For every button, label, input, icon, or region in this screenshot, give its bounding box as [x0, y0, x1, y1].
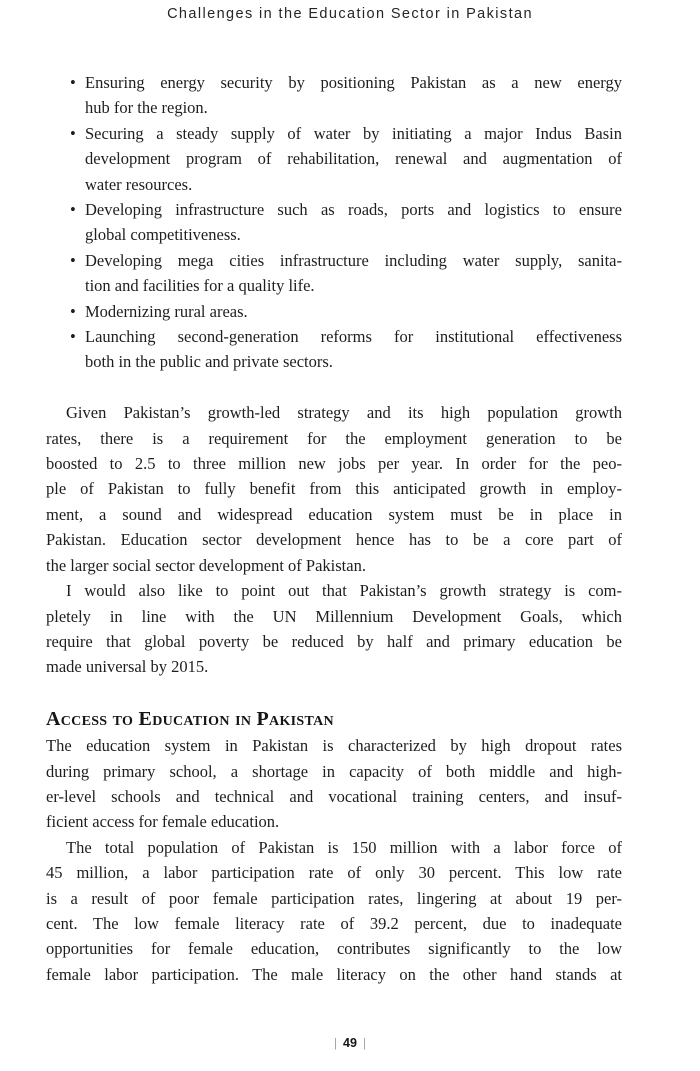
text-line: during primary school, a shortage in capacity of both middle and high-	[46, 761, 622, 781]
paragraph	[46, 578, 622, 680]
text-line: • Launching second-generation reforms for institutional effectiveness	[46, 324, 622, 349]
text-line: Given Pakistan’s growth-led strategy and its high population growth	[66, 403, 622, 423]
text-line: • Developing infrastructure such as roads, ports and logistics to ensure	[46, 197, 622, 222]
bullet-item	[46, 248, 622, 299]
text-line: global competitiveness.	[85, 225, 241, 245]
text-line: require that global poverty be reduced by half and primary education be	[46, 631, 622, 651]
page-number: 49	[343, 1036, 357, 1050]
text-line: opportunities for female education, contributes significantly to the low	[46, 939, 622, 959]
bullet-item	[46, 299, 622, 324]
text-line: ple of Pakistan to fully benefit from this anticipated growth in employ-	[46, 479, 622, 499]
text-line: development program of rehabilitation, renewal and augmentation of	[85, 149, 622, 169]
text-line: water resources.	[85, 174, 193, 194]
text-line: ment, a sound and widespread education system must be in place in	[46, 504, 622, 524]
text-line: I would also like to point out that Pakistan’s growth strategy is com-	[66, 581, 622, 601]
text-line: 45 million, a labor participation rate of only 30 percent. This low rate	[46, 863, 622, 883]
footer-separator-right: |	[362, 1038, 366, 1050]
paragraph	[46, 733, 622, 835]
paragraph	[46, 835, 622, 987]
bullet-icon: •	[70, 301, 76, 321]
text-line: • Securing a steady supply of water by initiating a major Indus Basin	[46, 121, 622, 146]
bullet-item	[46, 70, 622, 121]
bullet-icon: •	[70, 200, 76, 220]
text-line: • Developing mega cities infrastructure including water supply, sanita-	[46, 248, 622, 273]
text-line: er-level schools and technical and vocational training centers, and insuf-	[46, 786, 622, 806]
bullet-item	[46, 197, 622, 248]
text-line: • Ensuring energy security by positioning Pakistan as a new energy	[46, 70, 622, 95]
bullet-icon: •	[70, 123, 76, 143]
page-footer	[0, 1036, 700, 1050]
text-line: cent. The low female literacy rate of 39.2 percent, due to inadequate	[46, 913, 622, 933]
bullet-icon: •	[70, 73, 76, 92]
running-header: Challenges in the Education Sector in Pakistan	[167, 6, 533, 22]
text-line: rates, there is a requirement for the employment generation to be	[46, 428, 622, 448]
section-heading: Access to Education in Pakistan	[46, 708, 334, 731]
text-line: both in the public and private sectors.	[85, 352, 333, 372]
text-line: The total population of Pakistan is 150 million with a labor force of	[66, 837, 622, 857]
text-line: pletely in line with the UN Millennium Development Goals, which	[46, 606, 622, 626]
bullet-icon: •	[70, 327, 76, 347]
text-line: • Modernizing rural areas.	[46, 299, 622, 324]
text-line: is a result of poor female participation rates, lingering at about 19 per-	[46, 888, 622, 908]
paragraph	[46, 400, 622, 578]
text-line: The education system in Pakistan is characterized by high dropout rates	[46, 736, 622, 756]
text-line: tion and facilities for a quality life.	[85, 276, 315, 296]
page-content	[46, 70, 622, 987]
text-line: made universal by 2015.	[46, 657, 209, 677]
text-line: hub for the region.	[85, 98, 208, 118]
text-line: ficient access for female education.	[46, 812, 280, 832]
text-line: Pakistan. Education sector development hence has to be a core part of	[46, 530, 622, 550]
text-line: boosted to 2.5 to three million new jobs per year. In order for the peo-	[46, 454, 622, 474]
text-line: female labor participation. The male literacy on the other hand stands at	[46, 964, 622, 984]
text-line: the larger social sector development of Pakistan.	[46, 555, 366, 575]
footer-separator-left: |	[334, 1038, 338, 1050]
bullet-item	[46, 324, 622, 375]
bullet-icon: •	[70, 250, 76, 270]
bullet-item	[46, 121, 622, 197]
